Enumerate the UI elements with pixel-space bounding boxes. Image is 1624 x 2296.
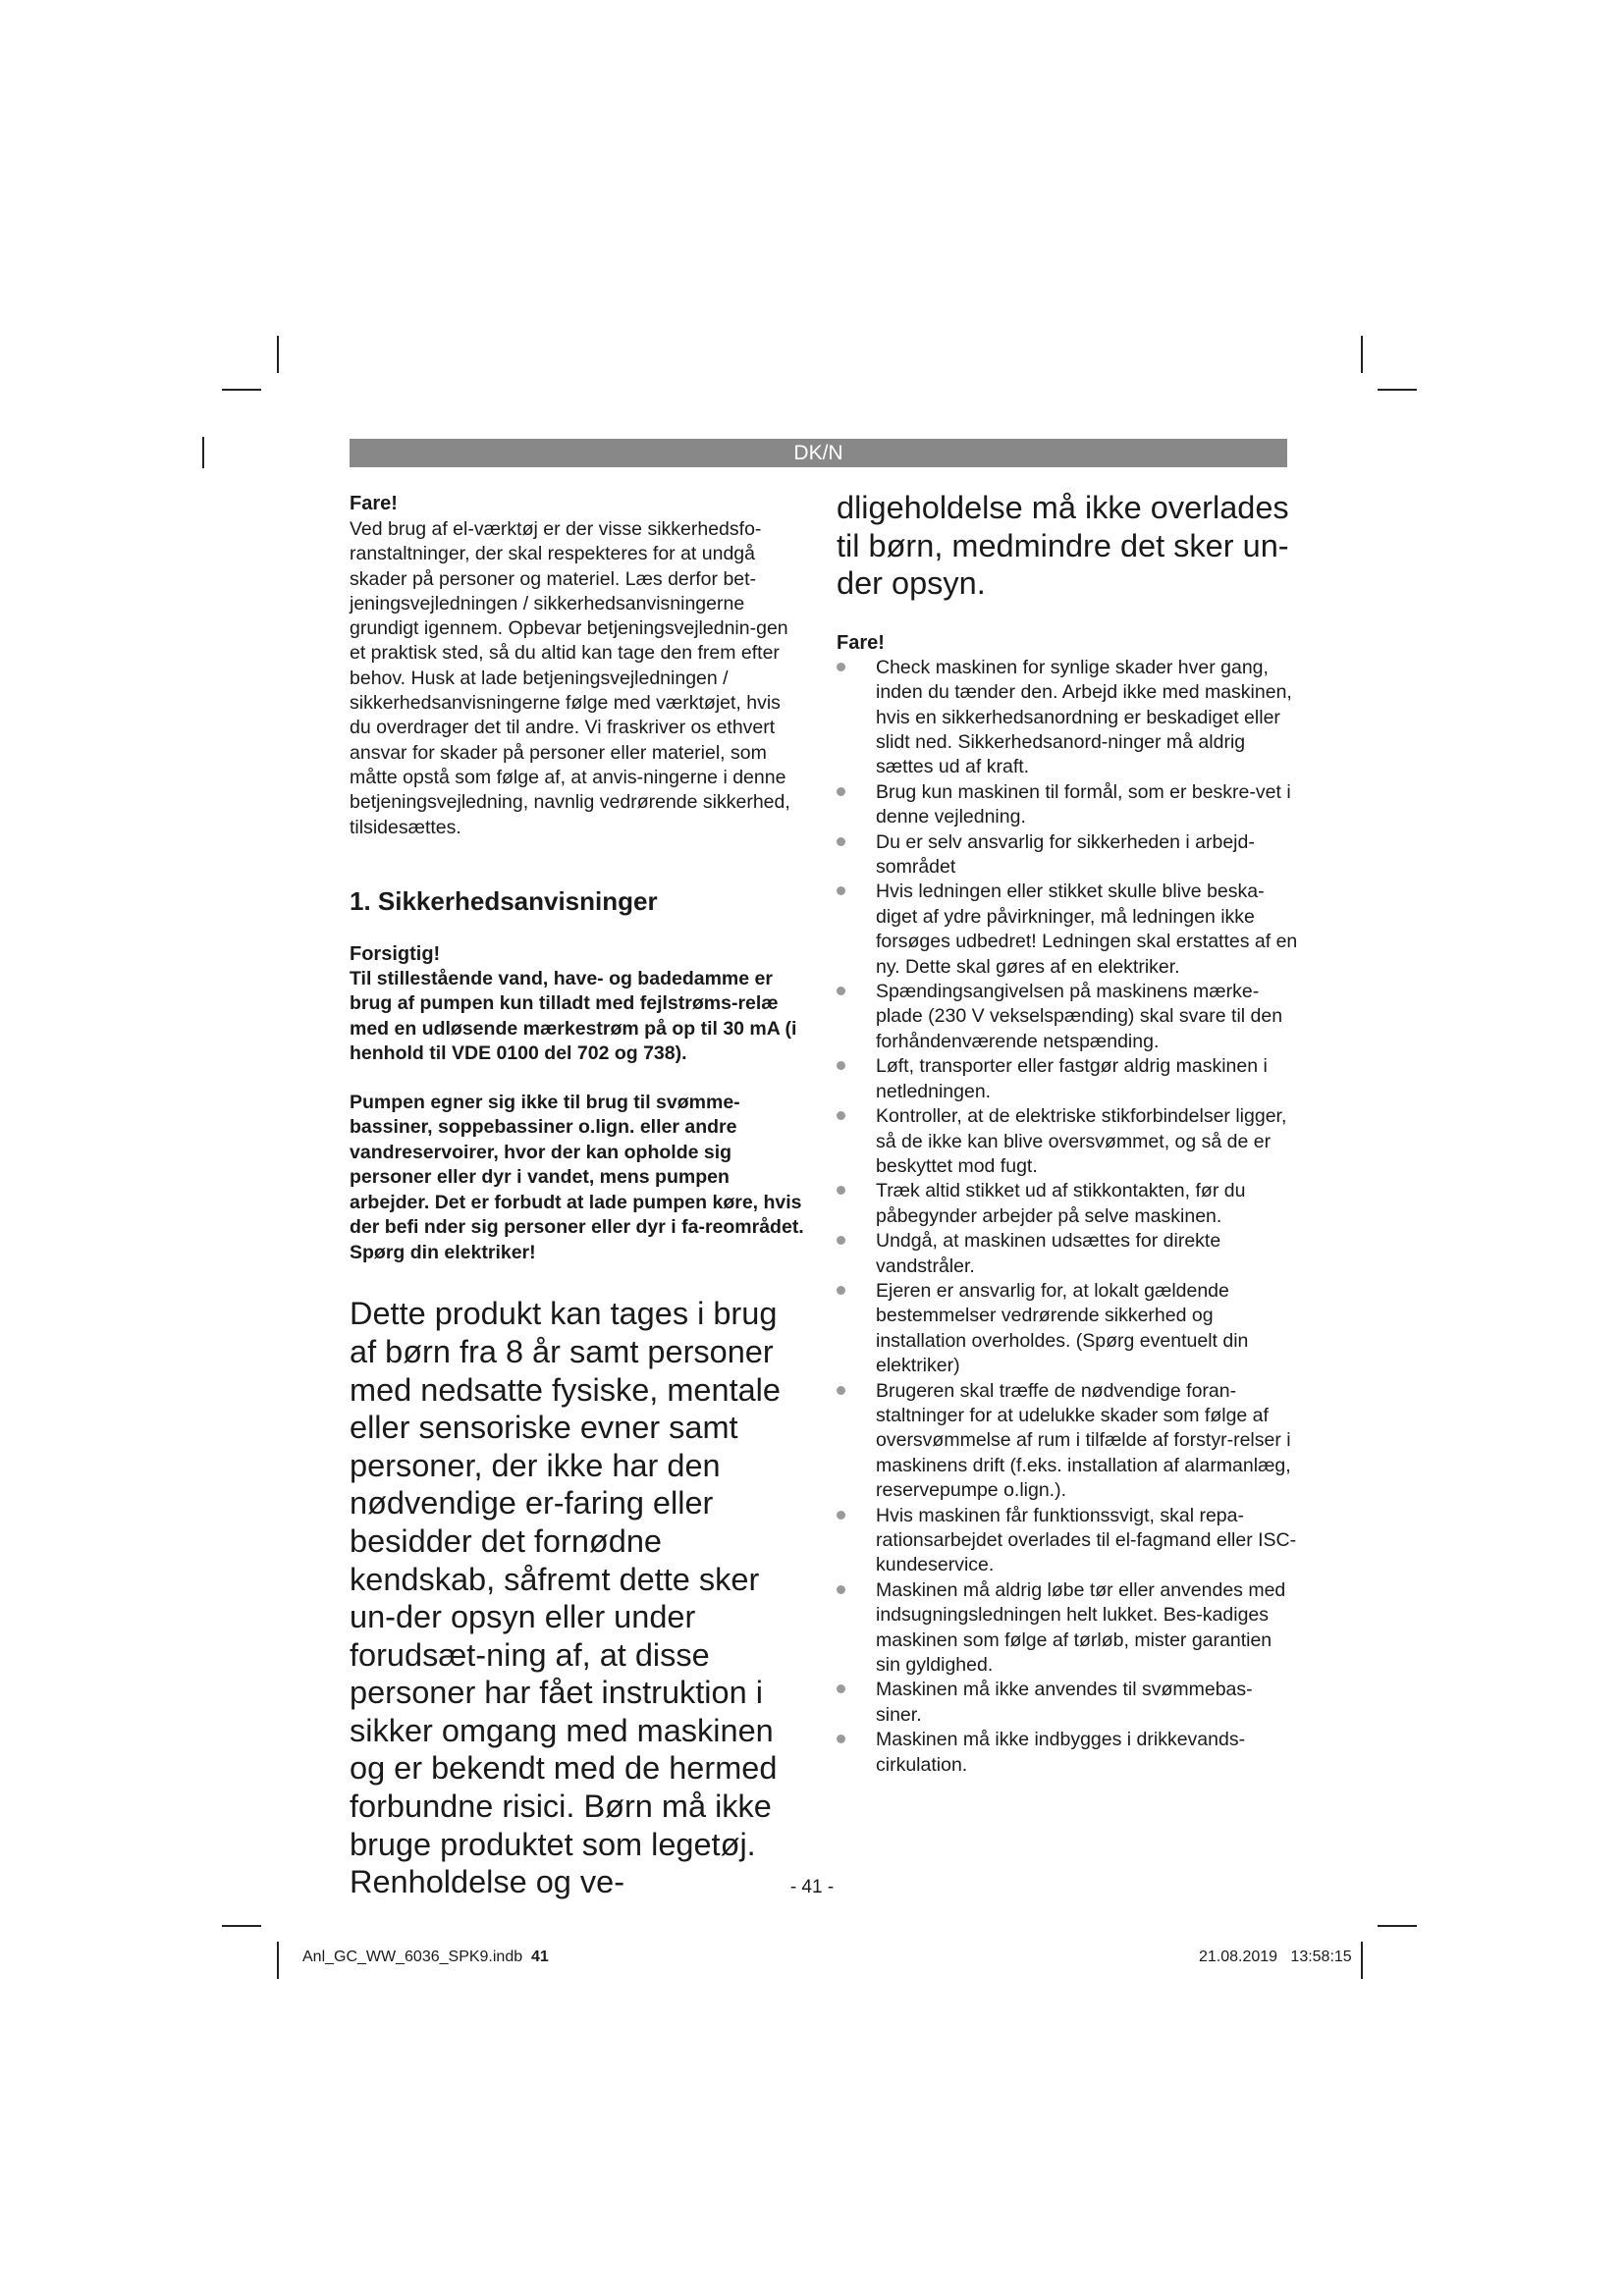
bullet-icon [837, 886, 845, 895]
list-item: Check maskinen for synlige skader hver gang, inden du tænder den. Arbejd ikke med maskinen, hvis en sikkerhedsanordning er beskadiget eller slidt ned. Sikkerhedsanord-ninger må aldrig sættes ud af kraft. [837, 656, 1298, 780]
bullet-icon [837, 1061, 845, 1070]
crop-mark [1361, 336, 1363, 373]
list-item: Træk altid stikket ud af stikkontakten, før du påbegynder arbejder på selve maskinen. [837, 1179, 1298, 1229]
list-item: Spændingsangivelsen på maskinens mærke-plade (230 V vekselspænding) skal svare til den forhåndenværende netspænding. [837, 980, 1298, 1054]
pool-warning: Pumpen egner sig ikke til brug til svømme-bassiner, soppebassiner o.lign. eller andre vandreservoirer, hvor der kan opholde sig personer eller dyr i vandet, mens pumpen arbejder. Det er forbudt at lade pumpen køre, hvis der befi nder sig personer eller dyr i fa-reområdet. Spørg din elektriker! [350, 1091, 804, 1263]
crop-mark [202, 437, 204, 468]
list-item: Undgå, at maskinen udsættes for direkte vandstråler. [837, 1229, 1298, 1279]
crop-mark [222, 1925, 261, 1927]
bullet-icon [837, 1286, 845, 1295]
caution-text: Til stillestående vand, have- og badedamme er brug af pumpen kun tilladt med fejlstrøms-relæ med en udløsende mærkestrøm på op til 30 mA (i henhold til VDE 0100 del 702 og 738). [350, 967, 797, 1065]
crop-mark [277, 1942, 279, 1979]
bullet-icon [837, 787, 845, 796]
language-header-bar [350, 439, 1287, 467]
left-column [350, 491, 804, 1901]
list-item: Ejeren er ansvarlig for, at lokalt gældende bestemmelser vedrørende sikkerhed og installation overholdes. (Spørg eventuelt din elektriker) [837, 1279, 1298, 1379]
bullet-icon [837, 1386, 845, 1395]
crop-mark [1378, 1925, 1417, 1927]
bullet-icon [837, 1735, 845, 1743]
bullet-icon [837, 987, 845, 995]
file-page: 41 [531, 1949, 549, 1965]
crop-mark [222, 389, 261, 391]
bullet-icon [837, 663, 845, 671]
safety-bullet-list [837, 656, 1298, 1778]
danger-text: Ved brug af el-værktøj er der visse sikkerhedsfo-ranstaltninger, der skal respekteres for at undgå skader på personer og materiel. Læs derfor bet-jeningsvejledningen / sikkerhedsanvisningerne grundigt igennem. Opbevar betjeningsvejlednin-gen et praktisk sted, så du altid kan tage den frem efter behov. Husk at lade betjeningsvejledningen / sikkerhedsanvisningerne følge med værktøjet, hvis du overdrager det til andre. Vi fraskriver os ethvert ansvar for skader på personer eller materiel, som måtte opstå som følge af, at anvis-ningerne i denne betjeningsvejledning, navnlig vedrørende sikkerhed, tilsidesættes. [350, 518, 790, 838]
list-item: Kontroller, at de elektriske stikforbindelser ligger, så de ikke kan blive oversvømmet, og så de er beskyttet mod fugt. [837, 1104, 1298, 1179]
file-name: Anl_GC_WW_6036_SPK9.indb [302, 1949, 523, 1965]
print-timestamp: 21.08.2019 13:58:15 [1199, 1949, 1352, 1965]
list-item: Du er selv ansvarlig for sikkerheden i arbejd-sområdet [837, 830, 1298, 881]
danger-heading: Fare! [350, 493, 398, 514]
list-item: Brug kun maskinen til formål, som er beskre-vet i denne vejledning. [837, 780, 1298, 830]
bullet-icon [837, 1111, 845, 1120]
crop-mark [277, 336, 279, 373]
bullet-icon [837, 1236, 845, 1245]
crop-mark [1361, 1942, 1363, 1979]
bullet-icon [837, 1186, 845, 1195]
list-item: Maskinen må ikke anvendes til svømmebas-siner. [837, 1678, 1298, 1728]
bullet-icon [837, 1511, 845, 1520]
crop-mark [1378, 389, 1417, 391]
list-item: Løft, transporter eller fastgør aldrig maskinen i netledningen. [837, 1054, 1298, 1104]
language-code: DK/N [793, 442, 843, 464]
caution-heading: Forsigtig! [350, 942, 441, 965]
list-item: Hvis ledningen eller stikket skulle blive beska-diget af ydre påvirkninger, må ledningen ikke forsøges udbedret! Ledningen skal erstattes af en ny. Dette skal gøres af en elektriker. [837, 880, 1298, 980]
children-safety-text: Dette produkt kan tages i brug af børn fra 8 år samt personer med nedsatte fysiske, mentale eller sensoriske evner samt personer, der ikke har den nødvendige er-faring eller besidder det fornødne kendskab, såfremt dette sker un-der opsyn eller under forudsæt-ning af, at disse personer har fået instruktion i sikker omgang med maskinen og er bekendt med de hermed forbundne risici. Børn må ikke bruge produktet som legetøj. Renholdelse og ve- [350, 1296, 781, 1900]
right-column [837, 489, 1298, 1778]
list-item: Hvis maskinen får funktionssvigt, skal repa-rationsarbejdet overlades til el-fagmand eller ISC-kundeservice. [837, 1504, 1298, 1578]
list-item: Maskinen må ikke indbygges i drikkevands-cirkulation. [837, 1728, 1298, 1778]
list-item: Maskinen må aldrig løbe tør eller anvendes med indsugningsledningen helt lukket. Bes-kadiges maskinen som følge af tørløb, mister garantien sin gyldighed. [837, 1578, 1298, 1679]
list-item: Brugeren skal træffe de nødvendige foran-staltninger for at udelukke skader som følge af oversvømmelse af rum i tilfælde af forstyr-relser i maskinens drift (f.eks. installation af alarmanlæg, reservepumpe o.lign.). [837, 1379, 1298, 1504]
bullet-icon [837, 1684, 845, 1693]
children-safety-continuation: dligeholdelse må ikke overlades til børn, medmindre det sker un-der opsyn. [837, 490, 1289, 602]
page-number: - 41 - [789, 1877, 835, 1897]
danger-heading-right: Fare! [837, 631, 885, 654]
bullet-icon [837, 1585, 845, 1594]
section-title: 1. Sikkerhedsanvisninger [350, 885, 658, 916]
bullet-icon [837, 837, 845, 846]
print-file-info [302, 1949, 549, 1966]
